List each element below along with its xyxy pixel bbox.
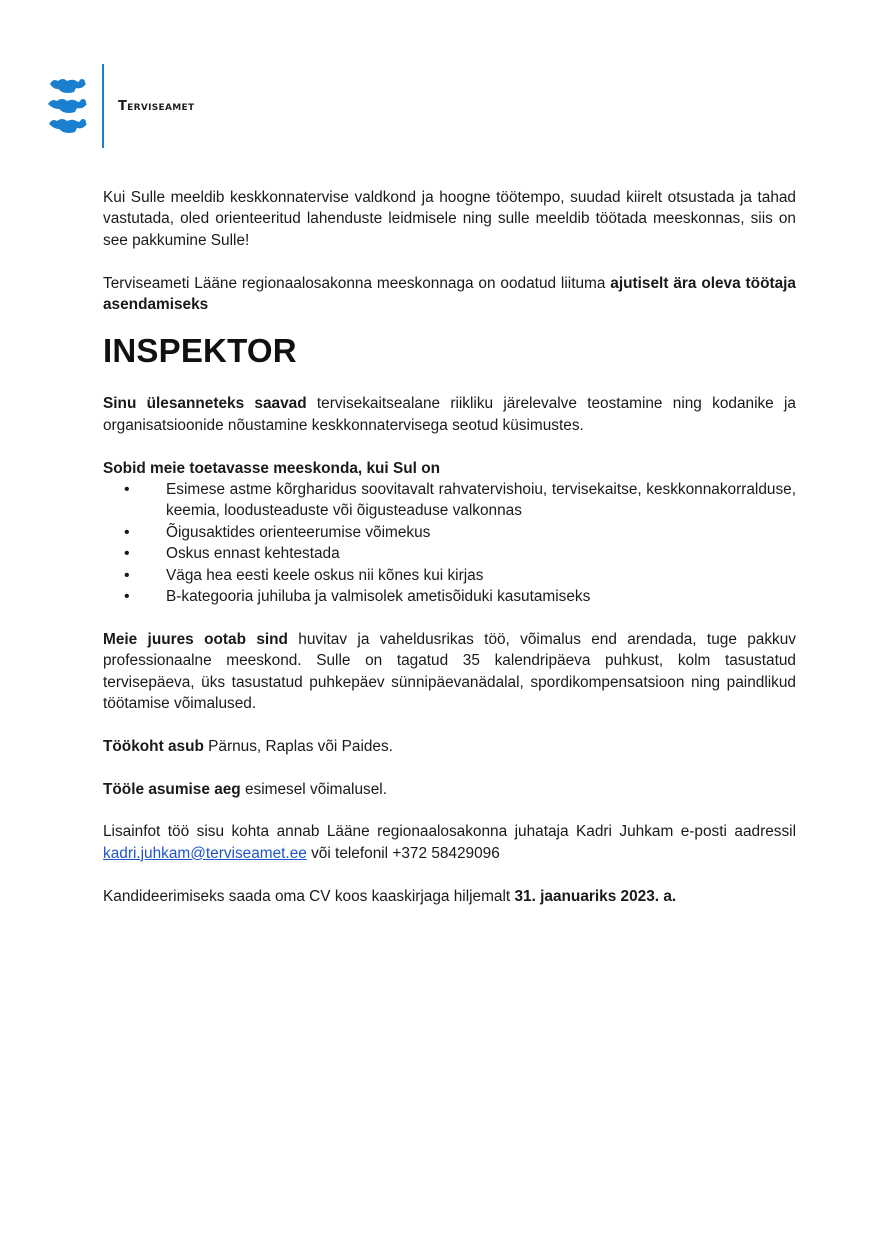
requirements-heading-text: Sobid meie toetavasse meeskonda, kui Sul on xyxy=(103,459,440,477)
three-lions-coat-of-arms-icon xyxy=(46,76,90,136)
intro-paragraph: Kui Sulle meeldib keskkonnatervise valdkond ja hoogne töötempo, suudad kiirelt otsustada ja tahad vastutada, oled orienteeritud lahenduste leidmisele ning sulle meeldib töötada meeskonnas, siis on see pakkumine Sulle! xyxy=(103,189,796,249)
contact-text: Lisainfot töö sisu kohta annab Lääne regionaalosakonna juhataja Kadri Juhkam e-posti aadressil xyxy=(103,823,796,841)
job-ad-body xyxy=(103,187,796,907)
duties-paragraph xyxy=(103,393,796,436)
email-link[interactable]: kadri.juhkam@terviseamet.ee xyxy=(103,844,307,862)
benefits-paragraph xyxy=(103,629,796,715)
start-label: Tööle asumise aeg xyxy=(103,780,241,798)
duties-text: tervisekaitsealane riikliku järelevalve teostamine ning kodanike ja organisatsioonide nõustamine keskkonnatervisega seotud küsimustes. xyxy=(103,395,796,434)
list-item: • B-kategooria juhiluba ja valmisolek ametisõiduki kasutamiseks xyxy=(103,586,796,607)
location-text: Pärnus, Raplas või Paides. xyxy=(203,737,393,755)
header-logo xyxy=(46,64,194,148)
list-item: • Väga hea eesti keele oskus nii kõnes kui kirjas xyxy=(103,565,796,586)
deadline-text: Kandideerimiseks saada oma CV koos kaaskirjaga hiljemalt xyxy=(103,887,515,905)
org-name: Terviseamet xyxy=(118,98,195,114)
contact-phone-text: või telefonil +372 58429096 xyxy=(306,844,500,862)
list-item: • Esimese astme kõrgharidus soovitavalt rahvatervishoiu, tervisekaitse, keskkonnakorralduse, keemia, loodusteaduste või õigusteaduse valkonnas xyxy=(103,479,796,522)
team-highlight: ajutiselt ära oleva töötaja asendamiseks xyxy=(103,274,796,314)
team-text: Terviseameti Lääne regionaalosakonna meeskonnaga on oodatud liituma xyxy=(103,274,611,292)
location-paragraph xyxy=(103,736,796,757)
location-label: Töökoht asub xyxy=(103,737,204,755)
team-paragraph xyxy=(103,273,796,316)
benefits-text: huvitav ja vaheldusrikas töö, võimalus end arendada, tuge pakkuv professionaalne meeskond. Sulle on tagatud 35 kalendripäeva puhkust, kolm tasustatud tervisepäeva, üks tasustatud puhkepäev sünnipäevanädalal, spordikompensatsioon ning paindlikud töötamise võimalused. xyxy=(103,630,796,713)
benefits-label: Meie juures ootab sind xyxy=(103,630,288,648)
requirements-list xyxy=(103,479,796,607)
contact-paragraph xyxy=(103,821,796,864)
list-item: • Oskus ennast kehtestada xyxy=(103,543,796,564)
start-paragraph xyxy=(103,779,796,800)
start-text: esimesel võimalusel. xyxy=(240,780,387,798)
duties-label: Sinu ülesanneteks saavad xyxy=(103,395,307,413)
deadline-date: 31. jaanuariks 2023. a. xyxy=(514,887,677,905)
job-title: INSPEKTOR xyxy=(103,332,297,370)
deadline-paragraph xyxy=(103,886,796,907)
list-item: • Õigusaktides orienteerumise võimekus xyxy=(103,522,796,543)
requirements-heading xyxy=(103,458,796,479)
logo-divider xyxy=(102,64,104,148)
